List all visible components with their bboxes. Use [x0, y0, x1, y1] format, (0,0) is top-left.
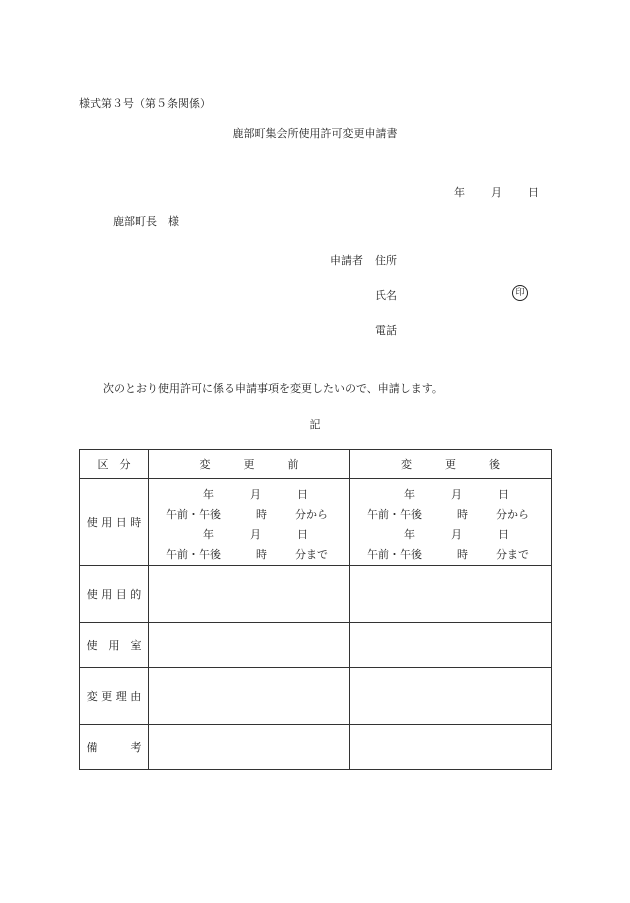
label-remarks: 備 考 [80, 725, 149, 770]
name-label: 氏名 [375, 289, 397, 302]
phone-label: 電話 [375, 324, 397, 337]
after-remarks-cell [350, 725, 552, 770]
header-before: 変 更 前 [149, 450, 350, 479]
row-purpose [80, 566, 552, 623]
after-until: 分まで [496, 548, 529, 561]
address-label: 住所 [375, 254, 397, 267]
before-purpose-cell [149, 566, 350, 623]
row-use-datetime [80, 479, 552, 566]
after-datetime-cell [350, 479, 552, 566]
after-day-2: 日 [498, 528, 509, 541]
before-hour-1: 時 [256, 508, 267, 521]
form-number: 様式第３号（第５条関係） [79, 97, 211, 110]
header-after: 変 更 後 [350, 450, 552, 479]
seal-mark: 印 [512, 285, 528, 301]
before-month-1: 月 [250, 488, 261, 501]
after-hour-2: 時 [457, 548, 468, 561]
row-reason [80, 668, 552, 725]
before-datetime-cell [149, 479, 350, 566]
before-ampm-2: 午前・午後 [166, 548, 221, 561]
after-year-1: 年 [404, 488, 415, 501]
after-month-2: 月 [451, 528, 462, 541]
label-purpose: 使 用 目 的 [80, 566, 149, 623]
row-remarks [80, 725, 552, 770]
before-year-1: 年 [203, 488, 214, 501]
label-use-datetime: 使 用 日 時 [80, 479, 149, 566]
label-room: 使 用 室 [80, 623, 149, 668]
addressee: 鹿部町長 様 [113, 215, 179, 228]
date-line [447, 171, 539, 200]
ki-label: 記 [309, 418, 321, 431]
before-until: 分まで [295, 548, 328, 561]
before-room-cell [149, 623, 350, 668]
after-ampm-1: 午前・午後 [367, 508, 422, 521]
after-year-2: 年 [404, 528, 415, 541]
before-day-2: 日 [297, 528, 308, 541]
table-header-row [80, 450, 552, 479]
applicant-label: 申請者 [330, 254, 363, 267]
before-year-2: 年 [203, 528, 214, 541]
before-reason-cell [149, 668, 350, 725]
before-hour-2: 時 [256, 548, 267, 561]
change-table [79, 449, 552, 770]
date-day: 日 [528, 186, 539, 199]
label-reason: 変 更 理 由 [80, 668, 149, 725]
before-day-1: 日 [297, 488, 308, 501]
row-room [80, 623, 552, 668]
before-month-2: 月 [250, 528, 261, 541]
before-from: 分から [295, 508, 328, 521]
before-remarks-cell [149, 725, 350, 770]
date-month: 月 [491, 186, 502, 199]
after-month-1: 月 [451, 488, 462, 501]
header-category: 区 分 [80, 450, 149, 479]
document-title: 鹿部町集会所使用許可変更申請書 [232, 127, 398, 140]
after-room-cell [350, 623, 552, 668]
body-text: 次のとおり使用許可に係る申請事項を変更したいので、申請します。 [103, 382, 443, 395]
after-day-1: 日 [498, 488, 509, 501]
after-reason-cell [350, 668, 552, 725]
before-ampm-1: 午前・午後 [166, 508, 221, 521]
after-from: 分から [496, 508, 529, 521]
after-ampm-2: 午前・午後 [367, 548, 422, 561]
after-hour-1: 時 [457, 508, 468, 521]
after-purpose-cell [350, 566, 552, 623]
date-year: 年 [454, 186, 465, 199]
